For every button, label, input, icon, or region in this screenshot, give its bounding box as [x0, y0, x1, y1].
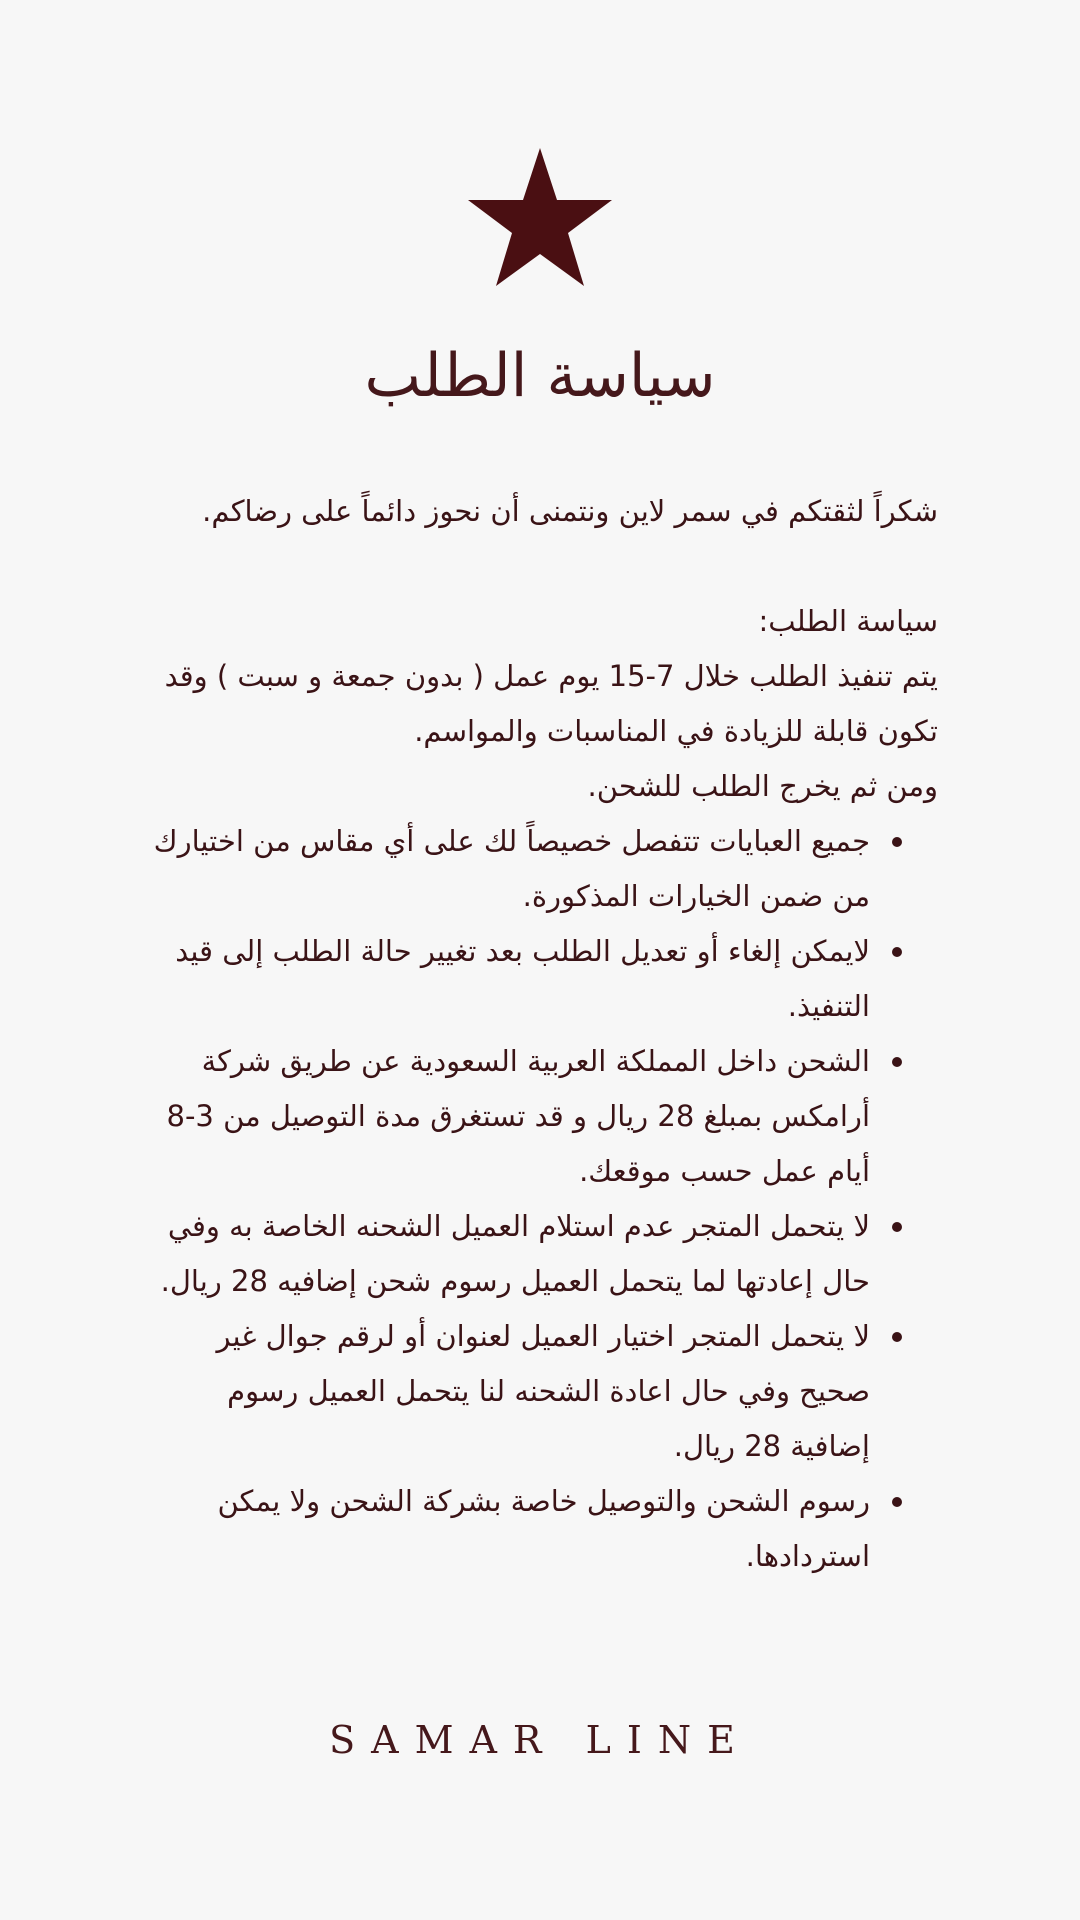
list-item — [140, 814, 938, 924]
list-item-text: رسوم الشحن والتوصيل خاصة بشركة الشحن ولا يمكن استردادها. — [217, 1484, 870, 1573]
list-item-text: لا يتحمل المتجر اختيار العميل لعنوان أو لرقم جوال غير صحيح وفي حال اعادة الشحنه لنا يتحمل العميل رسوم إضافية 28 ريال. — [216, 1319, 870, 1463]
list-item-text: لايمكن إلغاء أو تعديل الطلب بعد تغيير حالة الطلب إلى قيد التنفيذ. — [175, 934, 870, 1023]
thanks-text: شكراً لثقتكم في سمر لاين ونتمنى أن نحوز دائماً على رضاكم. — [202, 494, 938, 528]
policy-content — [140, 484, 938, 1584]
policy-text: يتم تنفيذ الطلب خلال 7-15 يوم عمل ( بدون جمعة و سبت ) وقد تكون قابلة للزيادة في المناسبات والمواسم. — [164, 659, 938, 748]
bullet-icon — [892, 837, 902, 847]
bullet-icon — [892, 947, 902, 957]
shipping-out-text: ومن ثم يخرج الطلب للشحن. — [587, 769, 938, 803]
bullet-icon — [892, 1057, 902, 1067]
list-item-text: الشحن داخل المملكة العربية السعودية عن طريق شركة أرامكس بمبلغ 28 ريال و قد تستغرق مدة التوصيل من 3-8 أيام عمل حسب موقعك. — [166, 1044, 870, 1188]
brand-logo-text: SAMAR LINE — [329, 1718, 751, 1762]
list-item — [140, 1309, 938, 1474]
list-item — [140, 1199, 938, 1309]
page-title: سياسة الطلب — [364, 341, 716, 411]
list-item — [140, 924, 938, 1034]
bullet-icon — [892, 1332, 902, 1342]
list-item-text: لا يتحمل المتجر عدم استلام العميل الشحنه الخاصة به وفي حال إعادتها لما يتحمل العميل رسوم شحن إضافيه 28 ريال. — [160, 1209, 870, 1298]
policy-list — [140, 814, 938, 1584]
list-item — [140, 1034, 938, 1199]
bullet-icon — [892, 1497, 902, 1507]
list-item — [140, 1474, 938, 1584]
spacer — [140, 539, 938, 594]
bullet-icon — [892, 1222, 902, 1232]
star-icon — [466, 148, 614, 290]
policy-heading: سياسة الطلب: — [758, 604, 938, 638]
list-item-text: جميع العبايات تتفصل خصيصاً لك على أي مقاس من اختيارك من ضمن الخيارات المذكورة. — [153, 824, 870, 913]
